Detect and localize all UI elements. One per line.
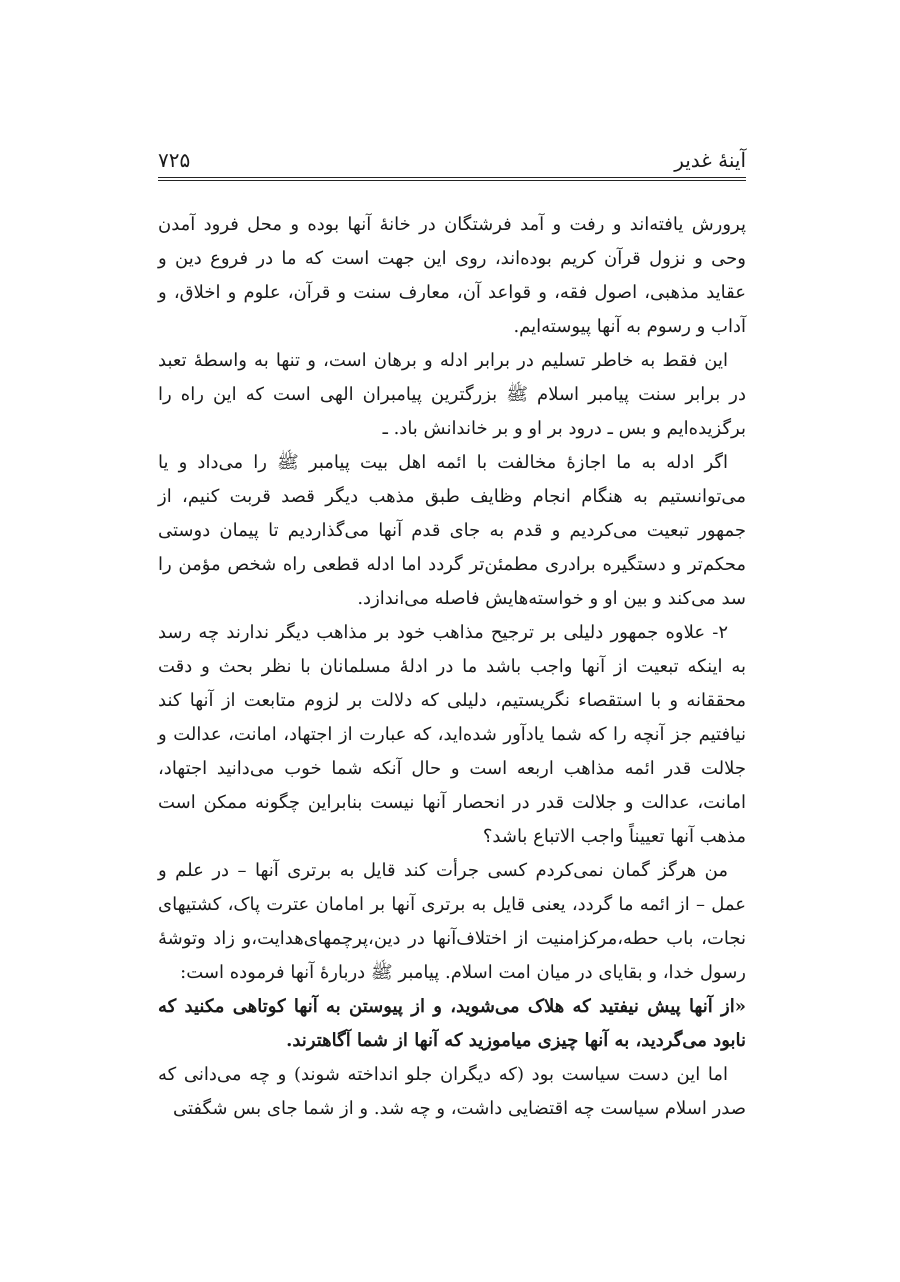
body-text xyxy=(158,208,746,1126)
paragraph: ۲- علاوه جمهور دلیلی بر ترجیح مذاهب خود بر مذاهب دیگر ندارند چه رسد به اینکه تبعیت از آنها واجب باشد ما در ادلهٔ مسلمانان با نظر بحث و دقت محققانه و با استقصاء نگریستیم، دلیلی که دلالت بر لزوم متابعت از آنها کند نیافتیم جز آنچه را که شما یادآور شده‌اید، که عبارت از اجتهاد، امانت، عدالت و جلالت قدر ائمه مذاهب اربعه است و حال آنکه شما خوب می‌دانید اجتهاد، امانت، عدالت و جلالت قدر در انحصار آنها نیست بنابراین چگونه ممکن است مذهب آنها تعییناً واجب الاتباع باشد؟ xyxy=(158,622,746,847)
paragraph: پرورش یافته‌اند و رفت و آمد فرشتگان در خانهٔ آنها بوده و محل فرود آمدن وحی و نزول قرآن کریم بوده‌اند، روی این جهت است که ما در فروع دین و عقاید مذهبی، اصول فقه، و قواعد آن، معارف سنت و قرآن، علوم و اخلاق، و آداب و رسوم به آنها پیوسته‌ایم. xyxy=(158,214,746,337)
page-number: ۷۲۵ xyxy=(158,148,191,172)
paragraph: من هرگز گمان نمی‌کردم کسی جرأت کند قایل به برتری آنها – در علم و عمل – از ائمه ما گردد، یعنی قایل به برتری آنها بر امامان عترت پاک، کشتیهای نجات، باب حطه،مرکزامنیت از اختلاف‌آنها در دین،پرچمهای‌هدایت،و زاد وتوشهٔ رسول خدا، و بقایای در میان امت اسلام. پیامبر ﷺ دربارهٔ آنها فرموده است: xyxy=(158,860,746,983)
paragraph: این فقط به خاطر تسلیم در برابر ادله و برهان است، و تنها به واسطهٔ تعبد در برابر سنت پیامبر اسلام ﷺ بزرگترین پیامبران الهی است که این راه را برگزیده‌ایم و بس ـ درود بر او و بر خاندانش باد. ـ xyxy=(158,350,746,439)
paragraph: اگر ادله به ما اجازهٔ مخالفت با ائمه اهل بیت پیامبر ﷺ را می‌داد و یا می‌توانستیم به هنگام انجام وظایف طبق مذهب دیگر قصد قربت کنیم، از جمهور تبعیت می‌کردیم و قدم به جای قدم آنها می‌گذاردیم تا پیمان دوستی محکم‌تر و دستگیره برادری مطمئن‌تر گردد اما ادله قطعی راه شخص مؤمن را سد می‌کند و بین او و خواسته‌هایش فاصله می‌اندازد. xyxy=(158,452,746,609)
header-rule xyxy=(158,177,746,181)
page-header xyxy=(158,142,746,178)
running-title: آینهٔ غدیر xyxy=(674,148,746,172)
paragraph: اما این دست سیاست بود (که دیگران جلو انداخته شوند) و چه می‌دانی که صدر اسلام سیاست چه اقتضایی داشت، و چه شد. و از شما جای بس شگفتی xyxy=(158,1064,746,1119)
hadith-quote: «از آنها پیش نیفتید که هلاک می‌شوید، و از پیوستن به آنها کوتاهی مکنید که نابود می‌گردید، به آنها چیزی میاموزید که آنها از شما آگاهترند. xyxy=(158,996,746,1051)
